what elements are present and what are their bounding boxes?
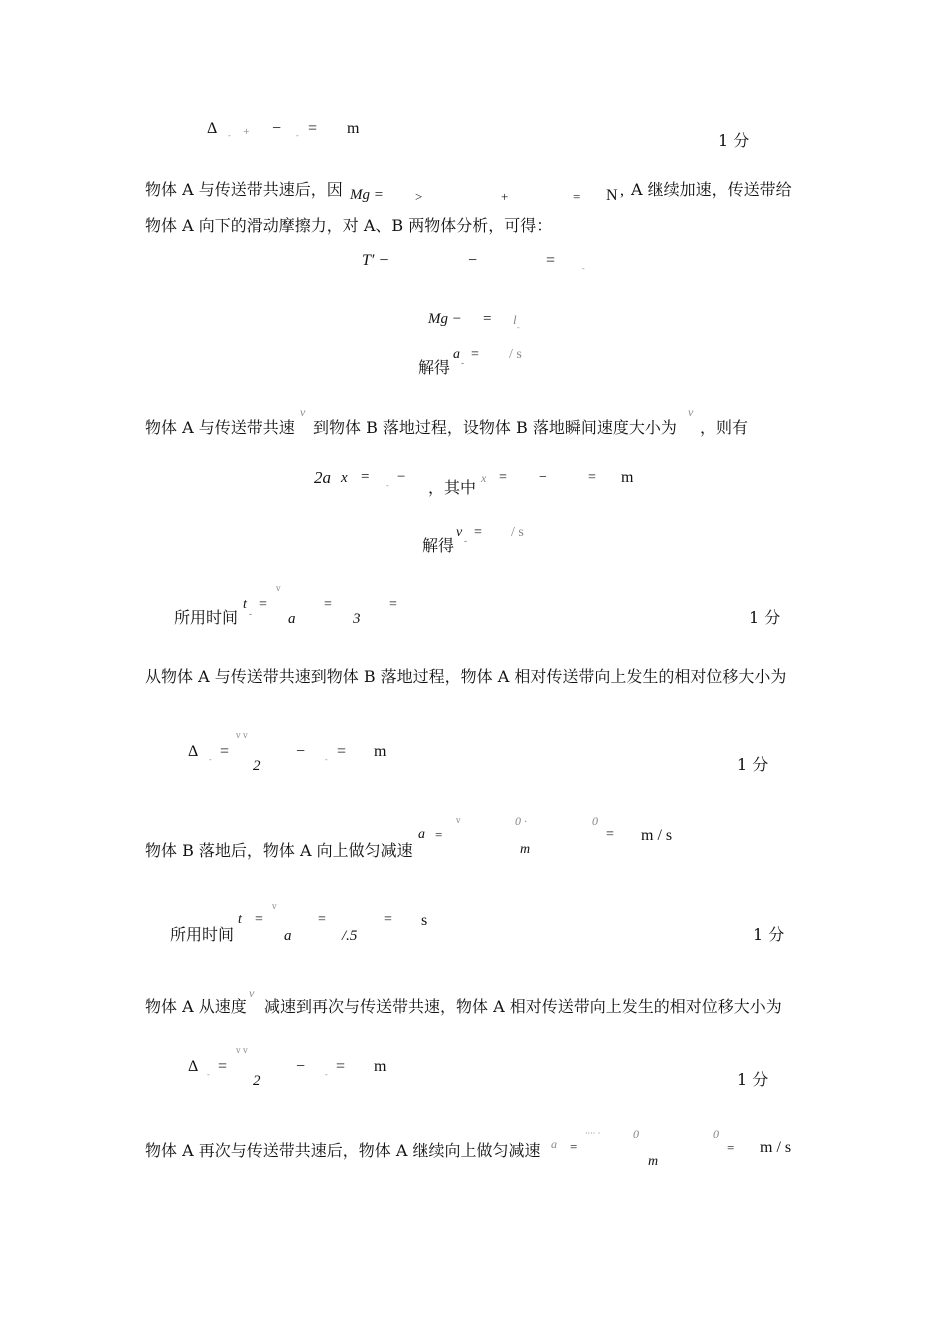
- fraction-numerator: 0 ·: [515, 814, 527, 828]
- equals-sign: =: [218, 1058, 228, 1075]
- unit-newton: N: [606, 187, 618, 204]
- subscript-mark: ‐: [228, 131, 231, 140]
- comma: ,: [620, 182, 624, 199]
- equals-sign: =: [483, 311, 492, 327]
- delta-symbol: Δ: [207, 120, 218, 137]
- plus-sign: +: [243, 127, 250, 136]
- delta-symbol: Δ: [188, 1058, 199, 1075]
- equals-sign: =: [471, 347, 479, 362]
- minus-sign: −: [296, 1058, 306, 1075]
- equals-sign: =: [337, 743, 347, 760]
- unit-second: s: [421, 912, 428, 929]
- unit-meter: m: [347, 120, 360, 137]
- fraction-numerator: 0: [592, 814, 598, 828]
- para-text: ，则有: [700, 418, 749, 437]
- equals-sign: =: [606, 827, 614, 842]
- para-text: ，其中: [428, 478, 477, 497]
- equals-sign: =: [435, 827, 443, 842]
- para-text: 物体 B 落地后，物体 A 向上做匀减速: [145, 841, 413, 860]
- fraction-denominator: a: [288, 611, 296, 627]
- unit-meter: m: [621, 469, 634, 486]
- equals-sign: =: [255, 912, 263, 927]
- equals-sign: =: [384, 912, 392, 927]
- para-text: 减速到再次与传送带共速，物体 A 相对传送带向上发生的相对位移大小为: [264, 997, 782, 1016]
- var-t: t: [238, 912, 242, 927]
- math-mg: Mg =: [350, 187, 384, 203]
- eq-2a: 2a: [314, 468, 331, 487]
- minus-sign: −: [539, 470, 547, 485]
- subscript-mark: ‐: [209, 755, 212, 764]
- solve-label: 解得: [422, 536, 455, 555]
- subscript-mark: ‐: [582, 264, 585, 273]
- fraction-numerator: v: [276, 584, 281, 593]
- equals-sign: =: [588, 470, 596, 485]
- minus-sign: −: [468, 252, 478, 269]
- eq-mg: Mg −: [428, 311, 462, 327]
- equals-sign: =: [727, 1140, 735, 1155]
- unit-acc: m / s: [641, 827, 673, 844]
- subscript-mark: ‐: [325, 1070, 328, 1079]
- para-text: 从物体 A 与传送带共速到物体 B 落地过程，物体 A 相对传送带向上发生的相对位移大小为: [145, 667, 787, 686]
- var-a: a: [551, 1137, 557, 1151]
- plus-sign: +: [501, 189, 509, 204]
- score-mark: 1 分: [737, 755, 769, 774]
- equals-sign: =: [361, 469, 370, 485]
- equals-sign: =: [259, 597, 267, 612]
- unit-acc: / s: [509, 347, 522, 362]
- para-text: 物体 A 向下的滑动摩擦力，对 A、B 两物体分析，可得：: [145, 216, 553, 235]
- score-mark: 1 分: [737, 1070, 769, 1089]
- var-v: v: [249, 986, 255, 1000]
- minus-sign: −: [272, 120, 282, 137]
- fraction-denominator: 2: [253, 758, 261, 774]
- subscript-mark: ‐: [386, 481, 389, 490]
- equals-sign: =: [499, 470, 507, 485]
- delta-symbol: Δ: [188, 743, 199, 760]
- var-x: x: [481, 471, 487, 485]
- equals-sign: =: [324, 597, 332, 612]
- equals-sign: =: [220, 743, 230, 760]
- equals-sign: =: [570, 1139, 578, 1154]
- fraction-numerator: 0: [633, 1127, 639, 1141]
- equals-sign: =: [389, 597, 397, 612]
- eq-fragment: l: [513, 312, 517, 327]
- equals-sign: =: [546, 252, 556, 269]
- para-text: 到物体 B 落地过程，设物体 B 落地瞬间速度大小为: [313, 418, 677, 437]
- minus-sign: −: [296, 743, 306, 760]
- subscript-mark: ‐: [296, 131, 299, 140]
- para-text: 物体 A 与传送带共速: [145, 418, 295, 437]
- subscript-mark: ‐: [461, 359, 465, 369]
- subscript-mark: ‐: [517, 323, 520, 332]
- minus-sign: −: [397, 469, 406, 485]
- var-x: x: [341, 470, 348, 486]
- para-text: 物体 A 与传送带共速后，因: [145, 180, 343, 199]
- subscript-mark: ‐: [249, 610, 253, 620]
- var-v: v: [300, 405, 306, 419]
- score-mark: 1 分: [753, 925, 785, 944]
- subscript-mark: ‐: [207, 1070, 210, 1079]
- eq-tension: T′ −: [362, 252, 390, 269]
- solve-label: 解得: [418, 358, 451, 377]
- fraction-numerator: 0: [713, 1127, 719, 1141]
- var-a: a: [453, 347, 460, 362]
- para-text: 物体 A 再次与传送带共速后，物体 A 继续向上做匀减速: [145, 1141, 541, 1160]
- time-label: 所用时间: [174, 608, 239, 627]
- fraction-numerator: v v: [236, 731, 248, 740]
- unit-meter: m: [374, 743, 387, 760]
- score-mark: 1 分: [749, 608, 781, 627]
- fraction-numerator: ···· ·: [585, 1129, 601, 1138]
- fraction-denominator: /.5: [342, 928, 358, 944]
- fraction-denominator: m: [648, 1154, 659, 1169]
- score-mark: 1 分: [718, 131, 750, 150]
- fraction-denominator: 2: [253, 1073, 261, 1089]
- var-v: v: [688, 405, 694, 419]
- fraction-denominator: m: [520, 842, 531, 857]
- equals-sign: =: [573, 189, 581, 204]
- unit-velocity: / s: [511, 525, 524, 540]
- subscript-mark: ‐: [464, 537, 468, 547]
- unit-acc: m / s: [760, 1139, 792, 1156]
- time-label: 所用时间: [170, 925, 235, 944]
- para-text: 物体 A 从速度: [145, 997, 247, 1016]
- var-t: t: [243, 597, 247, 612]
- para-text: A 继续加速，传送带给: [631, 180, 792, 199]
- fraction-numerator: v v: [236, 1046, 248, 1055]
- var-a: a: [418, 827, 425, 842]
- greater-than: >: [415, 189, 423, 204]
- equals-sign: =: [474, 525, 482, 540]
- var-v: v: [456, 525, 463, 540]
- fraction-denominator: 3: [353, 611, 361, 627]
- fraction-numerator: v: [456, 816, 461, 825]
- subscript-mark: ‐: [325, 755, 328, 764]
- fraction-denominator: a: [284, 928, 292, 944]
- equals-sign: =: [318, 912, 326, 927]
- equals-sign: =: [308, 120, 318, 137]
- fraction-numerator: v: [272, 902, 277, 911]
- unit-meter: m: [374, 1058, 387, 1075]
- equals-sign: =: [336, 1058, 346, 1075]
